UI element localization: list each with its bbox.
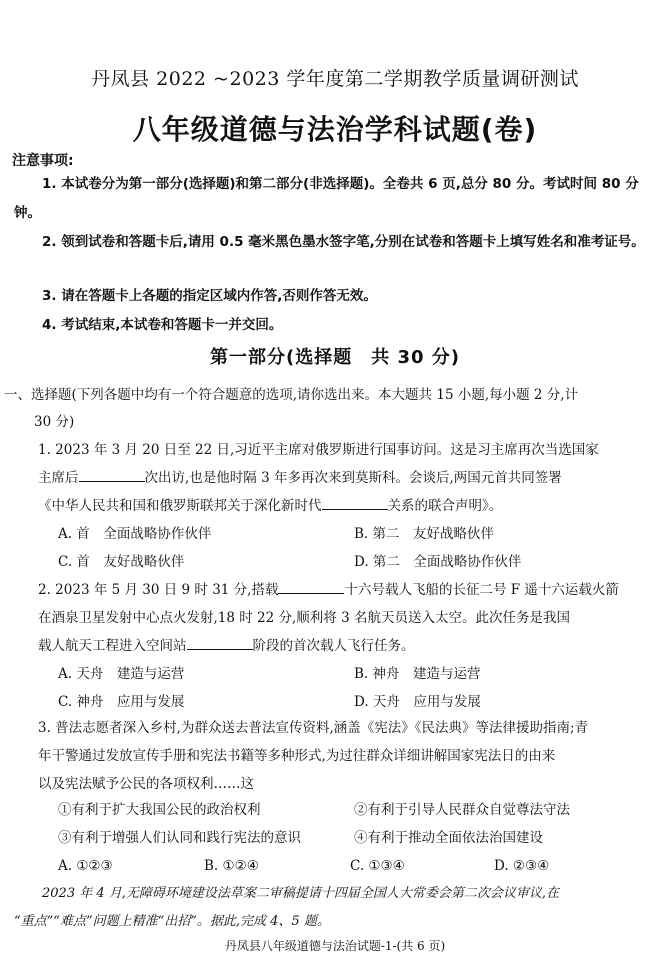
section-intro (4, 382, 658, 436)
subject-title: 八年级道德与法治学科试题(卷) (132, 113, 538, 146)
option-d[interactable]: D. 第二 全面战略协作伙伴 (354, 554, 522, 570)
q1-line3: 《中华人民共和国和俄罗斯联邦关于深化新时代 关系的联合声明》。 (38, 492, 658, 520)
statement-3: ③有利于增强人们认同和践行宪法的意识 (58, 830, 301, 846)
q3-line2: 年干警通过发放宣传手册和宪法书籍等多种形式,为过往群众详细讲解国家宪法日的由来 (38, 748, 556, 764)
statement-4: ④有利于推动全面依法治国建设 (354, 830, 543, 846)
notice-heading: 注意事项: (12, 153, 74, 169)
q2-line3: 载人航天工程进入空间站 阶段的首次载人飞行任务。 (38, 632, 658, 660)
statement-1: ①有利于扩大我国公民的政治权利 (58, 802, 261, 818)
option-a[interactable]: A. 天舟 建造与运营 (58, 666, 185, 682)
material-line1: 2023 年 4 月,无障碍环境建设法草案二审稿提请十四届全国人大常委会第二次会议审议,在 (42, 886, 560, 901)
exam-title: 丹凤县 2022 ~2023 学年度第二学期教学质量调研测试 (91, 68, 579, 90)
answer-blank (187, 635, 253, 650)
question-1 (38, 436, 658, 520)
part1-heading: 第一部分(选择题 共 30 分) (209, 347, 461, 368)
q2-options (58, 660, 658, 720)
q2-line2: 在酒泉卫星发射中心点火发射,18 时 22 分,顺利将 3 名航天员送入太空。此次任务是我国 (38, 610, 570, 626)
option-b[interactable]: B. 第二 友好战略伙伴 (354, 526, 495, 542)
option-c[interactable]: C. 神舟 应用与发展 (58, 694, 185, 710)
option-d[interactable]: D. 天舟 应用与发展 (354, 694, 481, 710)
question-3 (38, 714, 658, 798)
statement-2: ②有利于引导人民群众自觉尊法守法 (354, 802, 570, 818)
option-a[interactable]: A. ①②③ (58, 858, 113, 874)
answer-blank (278, 579, 344, 594)
option-c[interactable]: C. ①③④ (350, 858, 405, 874)
answer-blank (322, 495, 388, 510)
question-2 (38, 576, 658, 660)
page-footer: 丹凤县八年级道德与法治试题-1-(共 6 页) (224, 939, 446, 953)
section-intro-line2: 30 分) (34, 414, 75, 430)
notice-item-1: 1. 本试卷分为第一部分(选择题)和第二部分(非选择题)。全卷共 6 页,总分 80 分。考试时间 80 分钟。 (14, 176, 639, 221)
q1-line2: 主席后 次出访,也是他时隔 3 年多再次来到莫斯科。会谈后,两国元首共同签署 (38, 464, 658, 492)
material-passage (14, 880, 658, 936)
q1-options (58, 520, 658, 580)
q3-statements (58, 796, 658, 852)
option-a[interactable]: A. 首 全面战略协作伙伴 (58, 526, 212, 542)
notice-item-3: 3. 请在答题卡上各题的指定区域内作答,否则作答无效。 (42, 288, 377, 304)
option-b[interactable]: B. 神舟 建造与运营 (354, 666, 481, 682)
notice-item-4: 4. 考试结束,本试卷和答题卡一并交回。 (42, 317, 283, 333)
q3-line1: 3. 普法志愿者深入乡村,为群众送去普法宣传资料,涵盖《宪法》《民法典》等法律援助指南;青 (38, 720, 589, 736)
q1-line1: 1. 2023 年 3 月 20 日至 22 日,习近平主席对俄罗斯进行国事访问。这是习主席再次当选国家 (38, 442, 599, 458)
section-intro-line1: 一、选择题(下列各题中均有一个符合题意的选项,请你选出来。本大题共 15 小题,每小题 2 分,计 (4, 387, 579, 403)
option-c[interactable]: C. 首 友好战略伙伴 (58, 554, 185, 570)
option-b[interactable]: B. ①②④ (204, 858, 259, 874)
q3-line3: 以及宪法赋予公民的各项权利……这 (38, 776, 254, 792)
q2-line1: 2. 2023 年 5 月 30 日 9 时 31 分,搭载 十六号载人飞船的长征二号 F 遥十六运载火箭 (38, 576, 658, 604)
notice-item-2: 2. 领到试卷和答题卡后,请用 0.5 毫米黑色墨水签字笔,分别在试卷和答题卡上填写姓名和准考证号。 (42, 234, 645, 250)
answer-blank (79, 467, 145, 482)
material-line2: “重点”“难点”问题上精准“出招”。据此,完成 4、5 题。 (14, 914, 330, 929)
q3-options (58, 852, 658, 880)
option-d[interactable]: D. ②③④ (494, 858, 550, 874)
